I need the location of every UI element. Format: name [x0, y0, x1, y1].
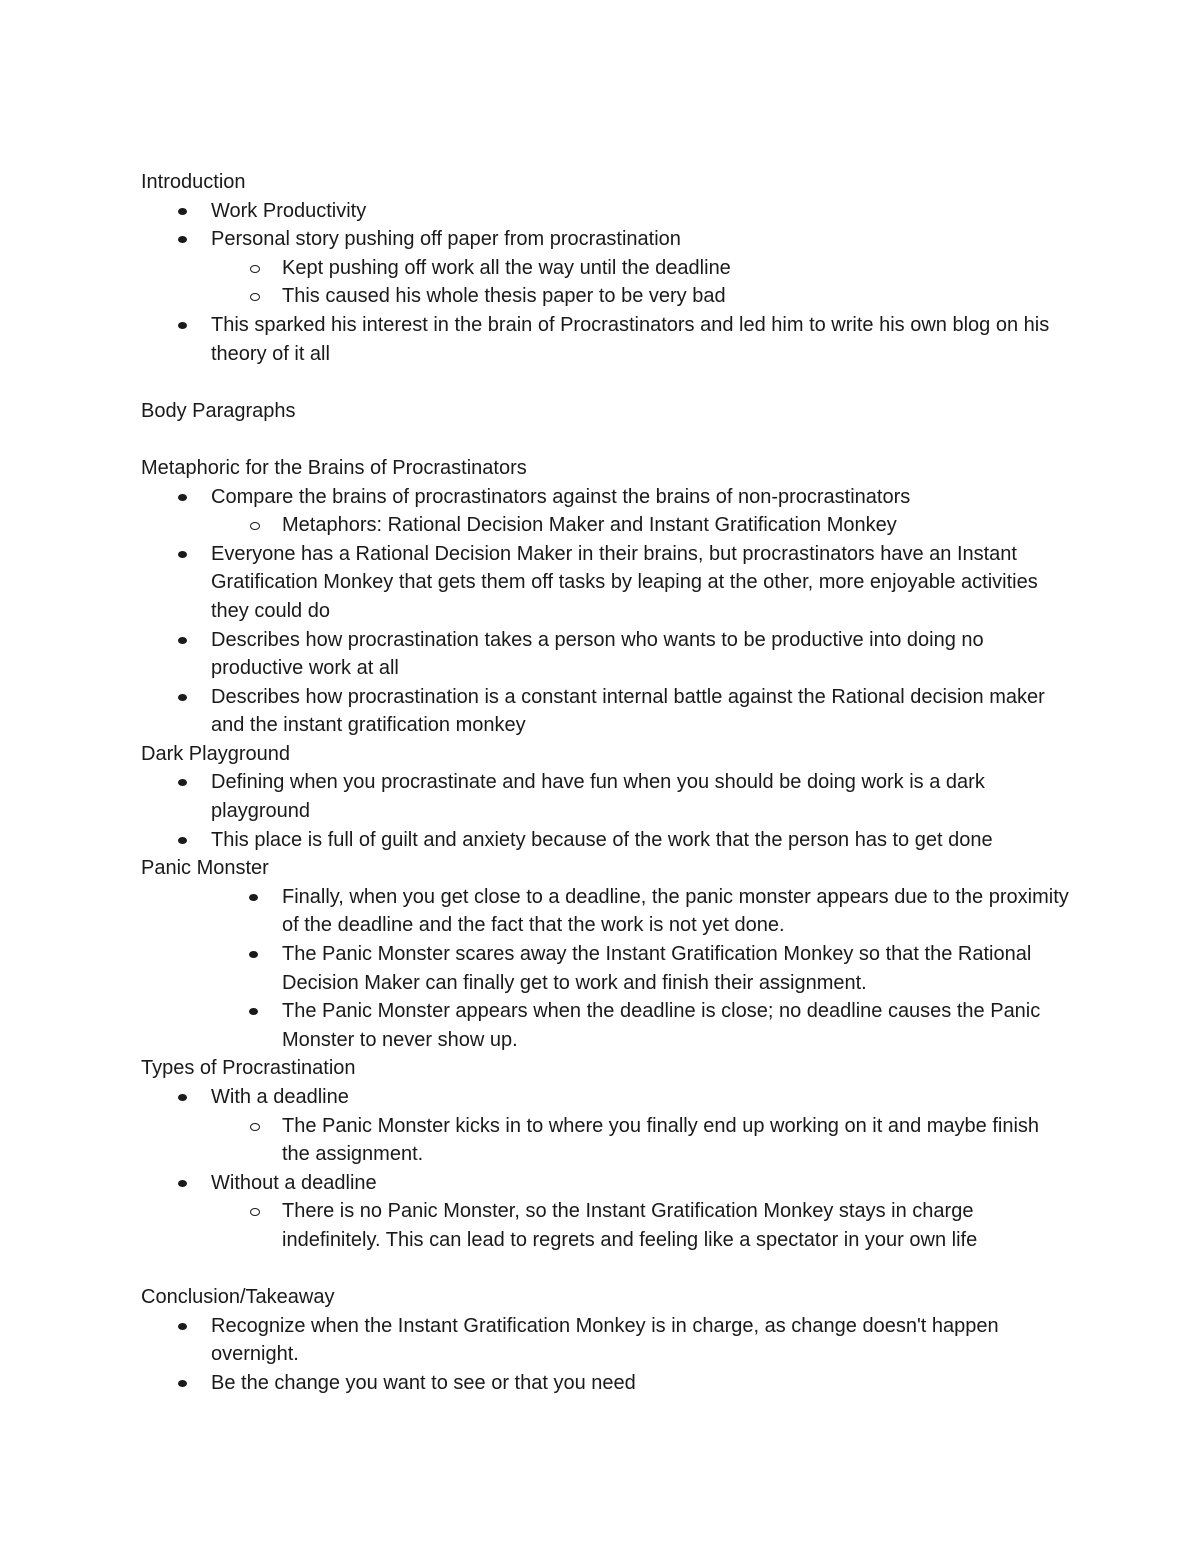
- section-heading-body-paragraphs: Body Paragraphs: [141, 399, 296, 422]
- types-sublist-with-deadline: [141, 1112, 1071, 1169]
- list-item-text: Recognize when the Instant Gratification Monkey is in charge, as change doesn't happen overnight.: [211, 1314, 999, 1366]
- list-item-text: Work Productivity: [211, 199, 367, 222]
- bullet-dot-icon: [178, 494, 187, 501]
- panic-monster-list: [141, 883, 1071, 1055]
- document-page: [141, 168, 1071, 1398]
- bullet-dot-icon: [178, 1094, 187, 1101]
- section-heading-metaphoric: Metaphoric for the Brains of Procrastinators: [141, 456, 527, 479]
- section-heading-conclusion: Conclusion/Takeaway: [141, 1286, 335, 1309]
- list-item-text: This place is full of guilt and anxiety because of the work that the person has to get done: [211, 828, 993, 851]
- bullet-dot-icon: [249, 1008, 258, 1015]
- bullet-dot-icon: [178, 779, 187, 786]
- list-item: [141, 997, 1071, 1054]
- bullet-dot-icon: [178, 1180, 187, 1187]
- section-heading-panic-monster: Panic Monster: [141, 857, 269, 880]
- bullet-dot-icon: [178, 322, 187, 329]
- list-item: [141, 826, 1071, 855]
- introduction-list-continued: [141, 311, 1071, 368]
- list-item-text: The Panic Monster appears when the deadline is close; no deadline causes the Panic Monster to never show up.: [282, 1000, 1041, 1051]
- bullet-dot-icon: [178, 694, 187, 701]
- sub-list-item: [141, 282, 1071, 311]
- list-item: [141, 883, 1071, 940]
- list-item-text: With a deadline: [211, 1086, 349, 1108]
- metaphoric-list: [141, 483, 1071, 512]
- sub-list-item-text: This caused his whole thesis paper to be very bad: [282, 285, 726, 308]
- list-item: [141, 540, 1071, 626]
- metaphoric-list-continued: [141, 540, 1071, 740]
- list-item: [141, 1083, 1071, 1112]
- bullet-circle-icon: [250, 1123, 260, 1131]
- dark-playground-list: [141, 768, 1071, 854]
- bullet-dot-icon: [178, 837, 187, 844]
- list-item-text: This sparked his interest in the brain of Procrastinators and led him to write his own blog on his theory of it all: [211, 313, 1050, 365]
- section-heading-introduction: Introduction: [141, 171, 246, 193]
- list-item-text: The Panic Monster scares away the Instant Gratification Monkey so that the Rational Decision Maker can finally get to work and finish their assignment.: [282, 943, 1032, 994]
- blank-line: [141, 1255, 1071, 1284]
- list-item: [141, 626, 1071, 683]
- list-item: [141, 311, 1071, 368]
- list-item-text: Be the change you want to see or that you need: [211, 1371, 636, 1394]
- sub-list-item: [141, 1112, 1071, 1169]
- list-item: [141, 1169, 1071, 1198]
- introduction-sublist-wrapper: [141, 254, 1071, 311]
- section-heading-types-of-procrastination: Types of Procrastination: [141, 1057, 356, 1080]
- list-item-text: Without a deadline: [211, 1171, 377, 1194]
- list-item: [141, 197, 1071, 226]
- list-item: [141, 1312, 1071, 1369]
- sub-list-item: [141, 254, 1071, 283]
- list-item: [141, 768, 1071, 825]
- list-item-text: Describes how procrastination is a constant internal battle against the Rational decision maker and the instant gratification monkey: [211, 685, 1045, 737]
- blank-line: [141, 368, 1071, 397]
- list-item-text: Defining when you procrastinate and have fun when you should be doing work is a dark playground: [211, 771, 985, 823]
- bullet-dot-icon: [249, 951, 258, 958]
- bullet-circle-icon: [250, 1208, 260, 1216]
- section-heading-dark-playground: Dark Playground: [141, 742, 290, 765]
- list-item: [141, 483, 1071, 512]
- sub-list-item-text: There is no Panic Monster, so the Instant Gratification Monkey stays in charge indefinitely. This can lead to regrets and feeling like a spectator in your own life: [282, 1200, 978, 1251]
- types-list: [141, 1083, 1071, 1112]
- bullet-dot-icon: [178, 1323, 187, 1330]
- bullet-circle-icon: [250, 522, 260, 530]
- bullet-circle-icon: [250, 265, 260, 273]
- introduction-list: [141, 197, 1071, 254]
- introduction-sublist: [141, 254, 1071, 311]
- sub-list-item-text: Kept pushing off work all the way until the deadline: [282, 256, 731, 279]
- sub-list-item: [141, 1197, 1071, 1254]
- list-item: [141, 683, 1071, 740]
- bullet-dot-icon: [249, 894, 258, 901]
- list-item-text: Describes how procrastination takes a person who wants to be productive into doing no productive work at all: [211, 628, 984, 680]
- list-item: [141, 940, 1071, 997]
- bullet-dot-icon: [178, 236, 187, 243]
- bullet-dot-icon: [178, 551, 187, 558]
- list-item-text: Compare the brains of procrastinators against the brains of non-procrastinators: [211, 485, 911, 508]
- list-item-text: Everyone has a Rational Decision Maker in their brains, but procrastinators have an Instant Gratification Monkey that gets them off tasks by leaping at the other, more enjoyable activities they could do: [211, 542, 1038, 622]
- metaphoric-sublist: [141, 511, 1071, 540]
- bullet-dot-icon: [178, 1380, 187, 1387]
- types-list-continued: [141, 1169, 1071, 1198]
- list-item: [141, 225, 1071, 254]
- sub-list-item: [141, 511, 1071, 540]
- bullet-circle-icon: [250, 293, 260, 301]
- list-item: [141, 1369, 1071, 1398]
- bullet-dot-icon: [178, 208, 187, 215]
- conclusion-list: [141, 1312, 1071, 1398]
- sublist-container: [141, 254, 1071, 311]
- sub-list-item-text: The Panic Monster kicks in to where you finally end up working on it and maybe finish the assignment.: [282, 1114, 1040, 1166]
- list-item-text: Finally, when you get close to a deadline, the panic monster appears due to the proximity of the deadline and the fact that the work is not yet done.: [282, 885, 1069, 937]
- blank-line: [141, 425, 1071, 454]
- list-item-text: Personal story pushing off paper from procrastination: [211, 228, 681, 251]
- sub-list-item-text: Metaphors: Rational Decision Maker and Instant Gratification Monkey: [282, 514, 897, 537]
- types-sublist-without-deadline: [141, 1197, 1071, 1254]
- bullet-dot-icon: [178, 637, 187, 644]
